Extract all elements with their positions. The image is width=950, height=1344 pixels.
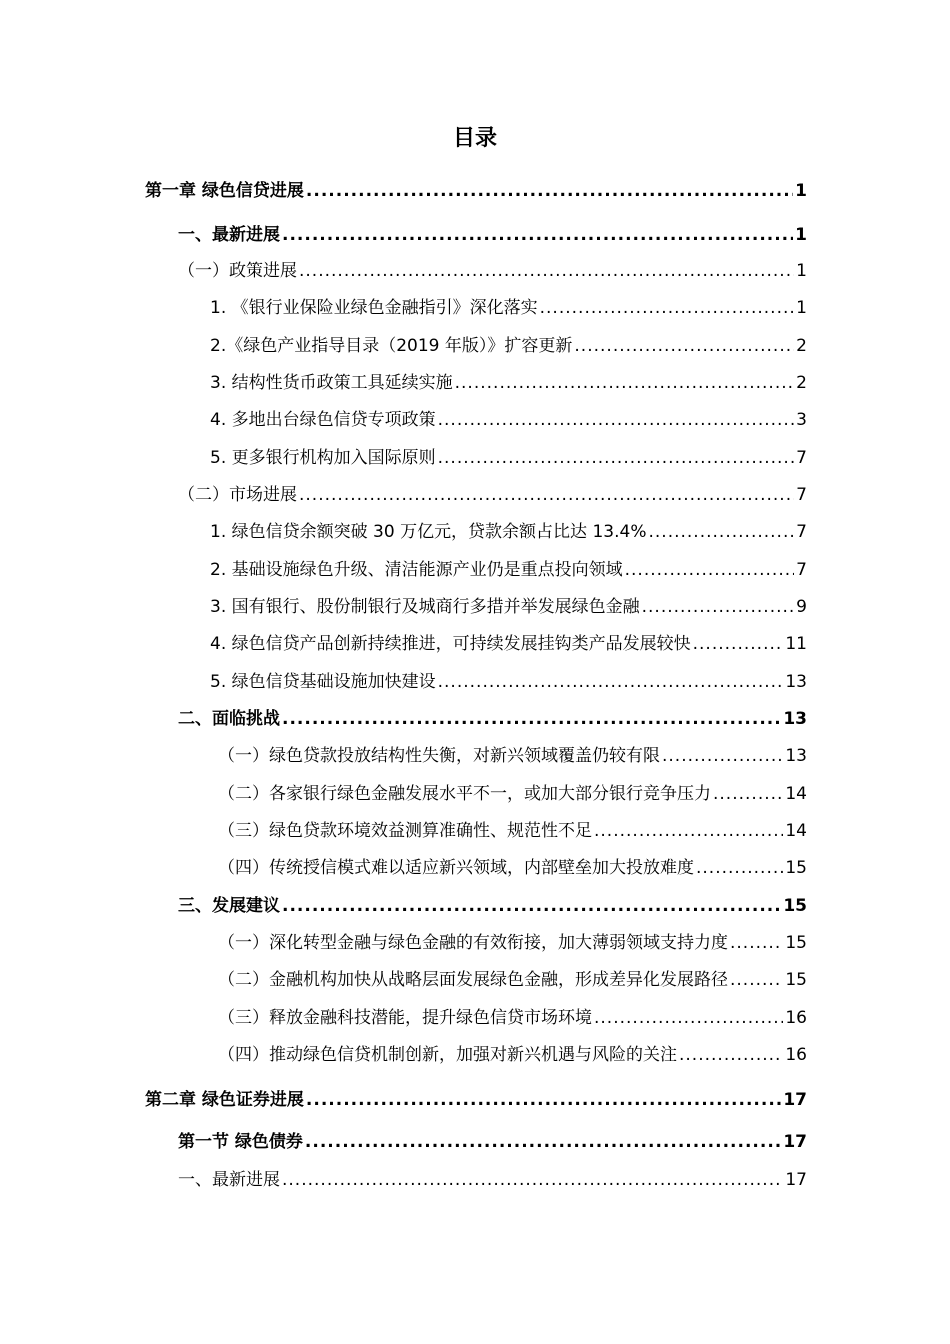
toc-entry-item[interactable] — [210, 444, 807, 472]
toc-entry-section[interactable] — [178, 1128, 807, 1156]
toc-entry-item[interactable] — [218, 1004, 807, 1032]
dot-leader — [282, 1166, 783, 1194]
toc-entry-label: 2.《绿色产业指导目录（2019 年版）》扩容更新 — [210, 336, 573, 356]
toc-entry-label: （二）金融机构加快从战略层面发展绿色金融，形成差异化发展路径 — [218, 970, 728, 990]
toc-title: 目录 — [452, 126, 497, 151]
toc-entry-label: （四）推动绿色信贷机制创新，加强对新兴机遇与风险的关注 — [218, 1045, 677, 1065]
dot-leader — [306, 177, 793, 205]
toc-entry-page: 7 — [796, 448, 807, 468]
toc-entry-item[interactable] — [218, 966, 807, 994]
toc-entry-label: 二、面临挑战 — [178, 709, 280, 729]
toc-entry-page: 15 — [785, 970, 807, 990]
toc-entry-chapter-2[interactable] — [145, 1086, 807, 1114]
dot-leader — [438, 444, 795, 472]
dot-leader — [455, 369, 795, 397]
toc-entry-page: 14 — [785, 784, 807, 804]
dot-leader — [438, 406, 795, 434]
toc-entry-page: 1 — [795, 225, 807, 245]
toc-entry-item[interactable] — [218, 780, 807, 808]
toc-entry-label: 1. 《银行业保险业绿色金融指引》深化落实 — [210, 298, 538, 318]
dot-leader — [574, 332, 794, 360]
dot-leader — [662, 742, 783, 770]
toc-entry-section[interactable] — [178, 221, 807, 249]
toc-entry-label: （三）绿色贷款环境效益测算准确性、规范性不足 — [218, 821, 592, 841]
toc-entry-item[interactable] — [210, 369, 807, 397]
toc-entry-page: 13 — [785, 746, 807, 766]
toc-entry-item[interactable] — [218, 929, 807, 957]
toc-entry-label: 第二章 绿色证券进展 — [145, 1090, 304, 1110]
toc-entry-label: 3. 结构性货币政策工具延续实施 — [210, 373, 453, 393]
toc-entry-label: 4. 绿色信贷产品创新持续推进，可持续发展挂钩类产品发展较快 — [210, 634, 691, 654]
toc-entry-label: 3. 国有银行、股份制银行及城商行多措并举发展绿色金融 — [210, 597, 640, 617]
dot-leader — [540, 294, 795, 322]
toc-entry-item[interactable] — [210, 294, 807, 322]
toc-entry-item[interactable] — [218, 742, 807, 770]
dot-leader — [306, 1086, 781, 1114]
toc-entry-item[interactable] — [210, 630, 807, 658]
toc-entry-page: 1 — [796, 261, 807, 281]
toc-entry-label: 4. 多地出台绿色信贷专项政策 — [210, 410, 436, 430]
toc-entry-label: 第一章 绿色信贷进展 — [145, 181, 304, 201]
toc-entry-label: 1. 绿色信贷余额突破 30 万亿元，贷款余额占比达 13.4% — [210, 522, 647, 542]
toc-entry-label: 第一节 绿色债券 — [178, 1132, 303, 1152]
dot-leader — [282, 221, 793, 249]
toc-entry-item[interactable] — [210, 332, 807, 360]
toc-entry-label: （二）市场进展 — [178, 485, 297, 505]
dot-leader — [730, 929, 783, 957]
toc-entry-item[interactable] — [210, 593, 807, 621]
toc-entry-label: （三）释放金融科技潜能，提升绿色信贷市场环境 — [218, 1008, 592, 1028]
toc-entry-label: （一）政策进展 — [178, 261, 297, 281]
toc-entry-item[interactable] — [210, 556, 807, 584]
dot-leader — [696, 854, 783, 882]
toc-entry-page: 13 — [785, 672, 807, 692]
toc-entry-label: 一、最新进展 — [178, 225, 280, 245]
toc-entry-section[interactable] — [178, 705, 807, 733]
toc-entry-item[interactable] — [210, 406, 807, 434]
toc-entry-page: 1 — [795, 181, 807, 201]
dot-leader — [625, 556, 795, 584]
toc-entry-page: 11 — [785, 634, 807, 654]
dot-leader — [594, 817, 783, 845]
toc-entry-item[interactable] — [218, 854, 807, 882]
toc-entry-page: 13 — [783, 709, 807, 729]
toc-entry-page: 14 — [785, 821, 807, 841]
toc-entry-item[interactable] — [218, 1041, 807, 1069]
toc-entry-page: 17 — [783, 1132, 807, 1152]
dot-leader — [693, 630, 784, 658]
toc-entry-label: （二）各家银行绿色金融发展水平不一，或加大部分银行竞争压力 — [218, 784, 711, 804]
toc-entry-label: （一）深化转型金融与绿色金融的有效衔接，加大薄弱领域支持力度 — [218, 933, 728, 953]
toc-entry-label: 5. 更多银行机构加入国际原则 — [210, 448, 436, 468]
toc-entry-label: 三、发展建议 — [178, 896, 280, 916]
dot-leader — [438, 668, 784, 696]
toc-entry-page: 7 — [796, 522, 807, 542]
dot-leader — [299, 481, 794, 509]
toc-entry-subsection[interactable] — [178, 481, 807, 509]
dot-leader — [713, 780, 783, 808]
dot-leader — [282, 892, 781, 920]
toc-entry-page: 2 — [796, 336, 807, 356]
toc-entry-section[interactable] — [178, 892, 807, 920]
dot-leader — [730, 966, 783, 994]
dot-leader — [642, 593, 795, 621]
dot-leader — [299, 257, 794, 285]
toc-entry-page: 15 — [783, 896, 807, 916]
toc-entry-page: 2 — [796, 373, 807, 393]
toc-entry-item[interactable] — [210, 518, 807, 546]
toc-entry-page: 16 — [785, 1008, 807, 1028]
toc-entry-label: 5. 绿色信贷基础设施加快建设 — [210, 672, 436, 692]
toc-entry-page: 17 — [783, 1090, 807, 1110]
toc-entry-label: 2. 基础设施绿色升级、清洁能源产业仍是重点投向领域 — [210, 560, 623, 580]
toc-entry-item[interactable] — [210, 668, 807, 696]
toc-entry-item[interactable] — [218, 817, 807, 845]
dot-leader — [679, 1041, 783, 1069]
toc-entry-section[interactable] — [178, 1166, 807, 1194]
dot-leader — [648, 518, 794, 546]
toc-entry-page: 16 — [785, 1045, 807, 1065]
toc-entry-page: 9 — [796, 597, 807, 617]
toc-entry-label: 一、最新进展 — [178, 1170, 280, 1190]
toc-entry-page: 15 — [785, 933, 807, 953]
dot-leader — [594, 1004, 783, 1032]
toc-entry-subsection[interactable] — [178, 257, 807, 285]
toc-entry-chapter-1[interactable] — [145, 177, 807, 205]
toc-entry-label: （一）绿色贷款投放结构性失衡，对新兴领域覆盖仍较有限 — [218, 746, 660, 766]
toc-entry-page: 7 — [796, 485, 807, 505]
toc-entry-page: 15 — [785, 858, 807, 878]
dot-leader — [305, 1128, 781, 1156]
toc-entry-label: （四）传统授信模式难以适应新兴领域，内部壁垒加大投放难度 — [218, 858, 694, 878]
toc-entry-page: 3 — [796, 410, 807, 430]
toc-entry-page: 17 — [785, 1170, 807, 1190]
toc-entry-page: 1 — [796, 298, 807, 318]
toc-entry-page: 7 — [796, 560, 807, 580]
dot-leader — [282, 705, 781, 733]
